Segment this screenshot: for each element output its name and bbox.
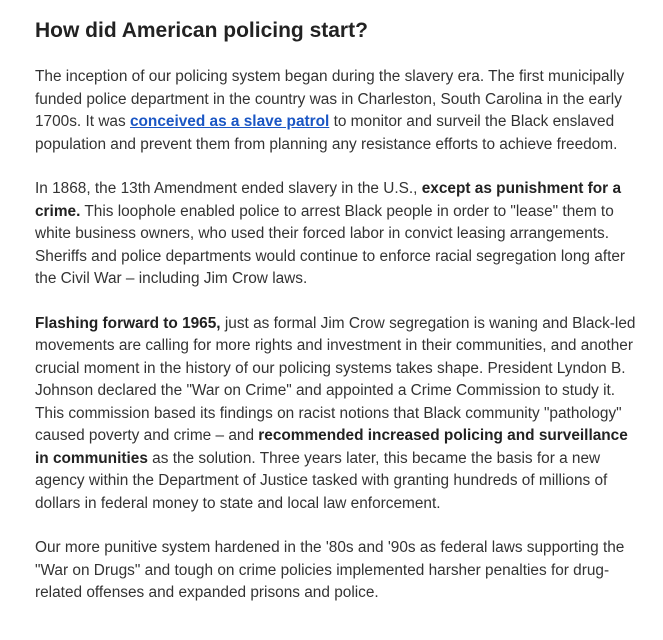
paragraph-slave-patrol [35, 66, 643, 156]
bold-emphasis: recommended increased policing and surveillance in communities [35, 427, 628, 467]
paragraph-text: as the solution. Three years later, this became the basis for a new agency within the Department of Justice tasked with granting hundreds of millions of dollars in federal money to state and local law enforcement. [35, 449, 608, 512]
section-heading: How did American policing start? [35, 19, 368, 42]
bold-emphasis: except as punishment for a crime. [35, 180, 622, 220]
paragraph-13th-amendment [35, 178, 643, 291]
bold-emphasis: Flashing forward to 1965, [35, 314, 221, 332]
paragraph-war-on-crime [35, 313, 643, 516]
paragraph-text: This loophole enabled police to arrest Black people in order to "lease" them to white business owners, who used their forced labor in convict leasing arrangements. Sheriffs and police departments would continue to enforce racial segregation long after the Civil War – including Jim Crow laws. [35, 202, 626, 287]
slave-patrol-link[interactable]: conceived as a slave patrol [129, 113, 330, 130]
paragraph-text: just as formal Jim Crow segregation is waning and Black-led movements are calling for more rights and investment in their communities, and another crucial moment in the history of our policing systems takes shape. President Lyndon B. Johnson declared the "War on Crime" and appointed a Crime Commission to study it. This commission based its findings on racist notions that Black community "pathology" caused poverty and crime – and [35, 314, 636, 444]
paragraph-text: In 1868, the 13th Amendment ended slavery in the U.S., [35, 180, 422, 197]
paragraph-text: to monitor and surveil the Black enslaved population and prevent them from planning any resistance efforts to achieve freedom. [35, 113, 618, 153]
paragraph-text: The inception of our policing system began during the slavery era. The first municipally funded police department in the country was in Charleston, South Carolina in the early 1700s. It was [35, 68, 625, 130]
paragraph-war-on-drugs: Our more punitive system hardened in the '80s and '90s as federal laws supporting the "War on Drugs" and tough on crime policies implemented harsher penalties for drug-related offenses and expanded prisons and police. [35, 539, 625, 601]
